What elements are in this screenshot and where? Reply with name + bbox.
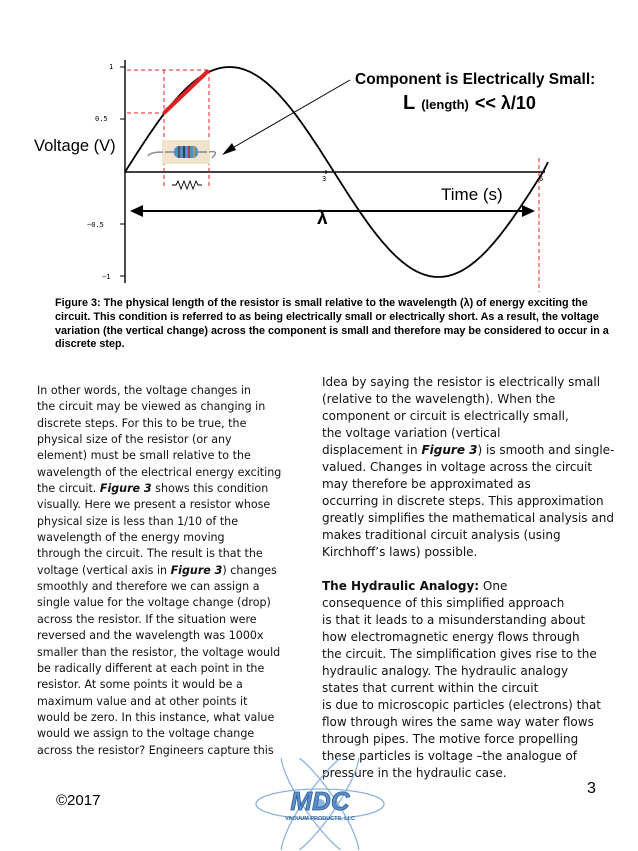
left-column-line: discrete steps. For this to be true, the xyxy=(37,416,247,430)
right-column-line: (relative to the wavelength). When the xyxy=(322,392,556,407)
left-column-line: through the circuit. The result is that the xyxy=(37,547,263,561)
right-column-line: valued. Changes in voltage across the circuit xyxy=(322,460,593,475)
y-tick-neg1: −1 xyxy=(102,273,111,281)
left-column-line: be radically different at each point in the xyxy=(37,661,265,675)
right-column-line: makes traditional circuit analysis (using xyxy=(322,528,561,543)
y-tick-0.5: 0.5 xyxy=(95,115,108,123)
resistor-symbol-icon xyxy=(172,181,202,189)
left-column-line: maximum value and at other points it xyxy=(37,694,248,708)
right-column-line: may therefore be approximated as xyxy=(322,477,531,492)
right-column-line: The Hydraulic Analogy: One xyxy=(322,578,508,593)
wavelength-label: λ xyxy=(317,208,328,229)
section-heading: The Hydraulic Analogy: xyxy=(322,578,480,593)
page-number: 3 xyxy=(587,780,596,797)
left-column-line: physical size of the resistor (or any xyxy=(37,433,232,447)
y-tick-1: 1 xyxy=(109,63,114,71)
left-column-line: the circuit may be viewed as changing in xyxy=(37,400,266,414)
logo-text: MDC xyxy=(290,786,350,816)
x-axis-label: Time (s) xyxy=(441,185,503,204)
right-column-line: component or circuit is electrically small, xyxy=(322,409,569,424)
annotation-title: Component is Electrically Small: xyxy=(355,71,596,88)
right-column-line: occurring in discrete steps. This approximation xyxy=(322,494,604,509)
left-column-line: reversed and the wavelength was 1000x xyxy=(37,629,264,643)
resistor-image xyxy=(148,140,215,164)
y-tick-neg0.5: −0.5 xyxy=(87,221,104,229)
left-column-line: element) must be small relative to the xyxy=(37,449,251,463)
left-column-line: would be zero. In this instance, what value xyxy=(37,710,275,724)
right-column-line: states that current within the circuit xyxy=(322,680,539,695)
right-paragraph-1 xyxy=(322,374,615,562)
pointer-arrow xyxy=(222,80,350,155)
right-column-line: Idea by saying the resistor is electrically small xyxy=(322,375,601,389)
mdc-logo xyxy=(250,758,390,850)
copyright: ©2017 xyxy=(56,792,101,809)
left-column xyxy=(37,383,289,759)
left-column-line: voltage (vertical axis in Figure 3) changes xyxy=(37,563,277,577)
left-column-line: physical size is less than 1/10 of the xyxy=(37,514,239,528)
right-column-line: pressure in the hydraulic case. xyxy=(322,766,507,781)
left-column-line: visually. Here we present a resistor whose xyxy=(37,498,271,512)
left-column-line: across the resistor? Engineers capture this xyxy=(37,743,274,757)
right-column-line: the voltage variation (vertical xyxy=(322,426,501,441)
annotation-relation: L (length) << λ/10 xyxy=(403,92,536,114)
right-column-line: through pipes. The motive force propelling xyxy=(322,731,579,746)
right-column-line: the circuit. The simplification gives rise to the xyxy=(322,646,597,661)
x-tick-6: 6 xyxy=(539,175,544,183)
figure-caption: Figure 3: The physical length of the resistor is small relative to the wavelength (λ) of energy exciting the circuit. This condition is referred to as being electrically small or electrically short. As a result, the voltage variation (the vertical change) across the component is small and therefore may be considered to occur in a discrete step. xyxy=(55,297,609,351)
right-column-line: hydraulic analogy. The hydraulic analogy xyxy=(322,663,569,678)
x-tick-3: 3 xyxy=(322,175,327,183)
left-column-line: wavelength of the electrical energy exciting xyxy=(37,465,282,479)
left-column-line: across the resistor. If the situation were xyxy=(37,612,257,626)
right-paragraph-2 xyxy=(322,578,612,783)
wavelength-arrow xyxy=(130,205,535,217)
y-axis-label: Voltage (V) xyxy=(34,137,116,155)
left-column-line: single value for the voltage change (drop) xyxy=(37,596,271,610)
left-column-line: smoothly and therefore we can assign a xyxy=(37,580,260,594)
left-column-line: wavelength of the energy moving xyxy=(37,531,225,545)
left-column-line: the circuit. Figure 3 shows this condition xyxy=(37,482,269,496)
right-column xyxy=(322,374,615,782)
figure-reference: Figure 3 xyxy=(99,482,152,496)
figure-reference: Figure 3 xyxy=(170,563,223,577)
right-column-line: greatly simplifies the mathematical analysis and xyxy=(322,511,614,526)
right-column-line: flow through wires the same way water flows xyxy=(322,714,594,729)
left-column-line: would we assign to the voltage change xyxy=(37,727,255,741)
right-column-line: how electromagnetic energy flows through xyxy=(322,629,580,644)
right-column-line: consequence of this simplified approach xyxy=(322,595,565,610)
voltage-change-segment xyxy=(165,72,207,112)
right-column-line: is that it leads to a misunderstanding about xyxy=(322,612,586,627)
left-column-line: smaller than the resistor, the voltage would xyxy=(37,645,281,659)
right-column-line: displacement in Figure 3) is smooth and single- xyxy=(322,443,615,458)
logo-subtext: VACUUM PRODUCTS, LLC xyxy=(285,816,355,822)
figure-reference: Figure 3 xyxy=(421,443,478,458)
left-column-line: resistor. At some points it would be a xyxy=(37,678,243,692)
left-column-line: In other words, the voltage changes in xyxy=(37,384,251,397)
right-column-line: these particles is voltage –the analogue of xyxy=(322,748,577,763)
right-column-line: is due to microscopic particles (electrons) that xyxy=(322,697,602,712)
right-column-line: Kirchhoff’s laws) possible. xyxy=(322,545,478,560)
figure-3 xyxy=(0,0,638,295)
